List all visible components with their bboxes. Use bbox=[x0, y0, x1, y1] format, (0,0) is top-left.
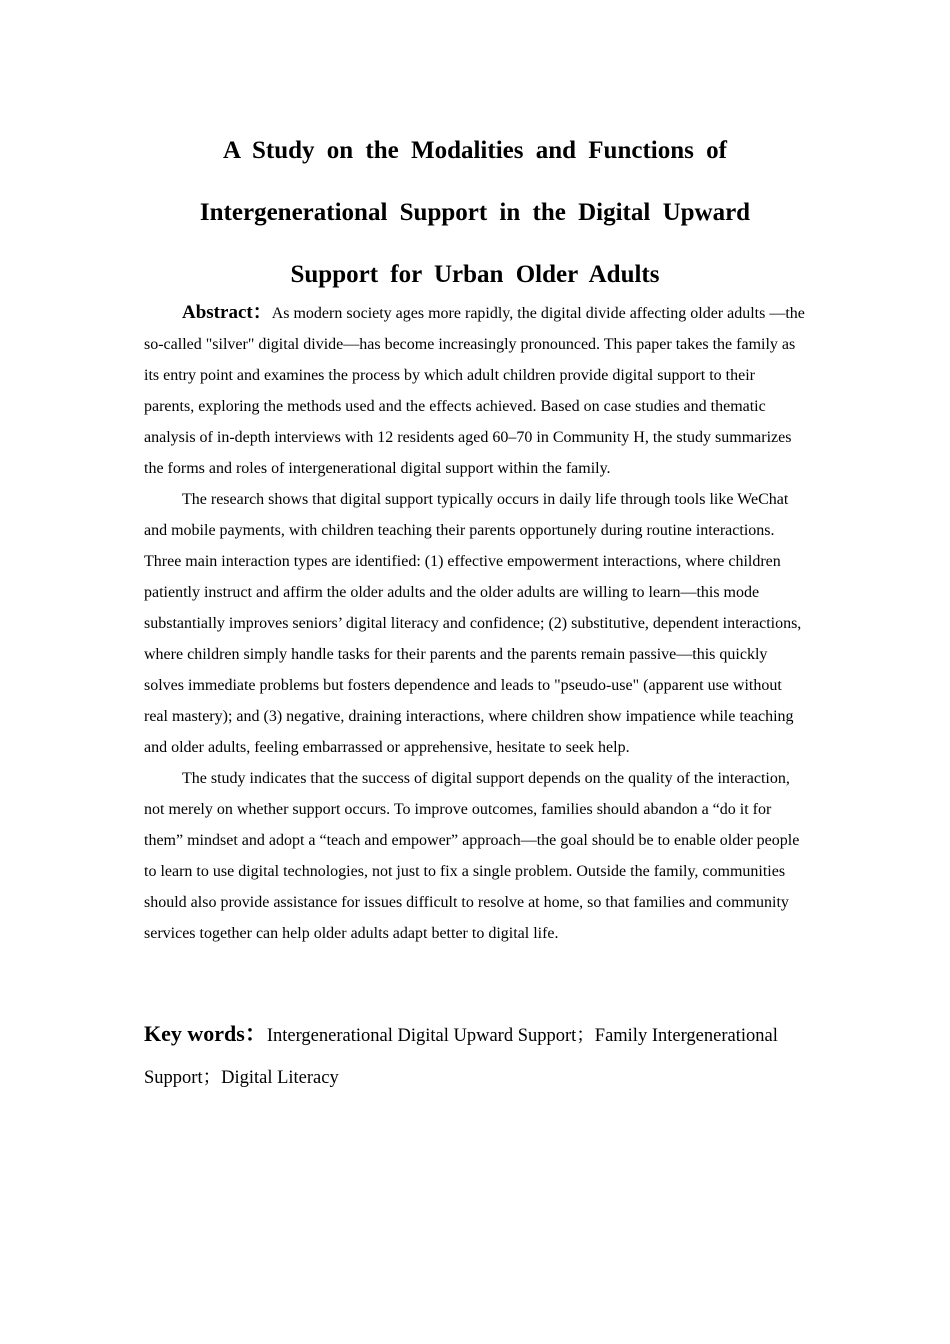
paper-title bbox=[144, 120, 806, 306]
title-line-3: Support for Urban Older Adults bbox=[290, 261, 660, 288]
abstract-paragraph-3: The study indicates that the success of digital support depends on the quality of the interaction, not merely on whether support occurs. To improve outcomes, families should abandon a “do it for them” mindset and adopt a “teach and empower” approach—the goal should be to enable older people to learn to use digital technologies, not just to fix a single problem. Outside the family, communities should also provide assistance for issues difficult to resolve at home, so that families and community services together can help older adults adapt better to digital life. bbox=[144, 770, 800, 942]
title-line-1: A Study on the Modalities and Functions of bbox=[223, 137, 727, 164]
keywords-section bbox=[144, 1013, 806, 1099]
abstract-paragraph-1 bbox=[144, 297, 806, 484]
abstract-section bbox=[144, 297, 806, 949]
abstract-paragraph-text: As modern society ages more rapidly, the digital divide affecting older adults —the so-called "silver" digital divide—has become increasingly pronounced. This paper takes the family as its entry point and examines the process by which adult children provide digital support to their parents, exploring the methods used and the effects achieved. Based on case studies and thematic analysis of in-depth interviews with 12 residents aged 60–70 in Community H, the study summarizes the forms and roles of intergenerational digital support within the family. bbox=[144, 305, 805, 477]
title-line-2: Intergenerational Support in the Digital Upward bbox=[199, 199, 751, 226]
abstract-label: Abstract： bbox=[182, 302, 272, 323]
keywords-text: Intergenerational Digital Upward Support；Family Intergenerational Support；Digital Literacy bbox=[144, 1026, 778, 1088]
keywords-label: Key words： bbox=[144, 1021, 267, 1046]
abstract-paragraph-2: The research shows that digital support typically occurs in daily life through tools like WeChat and mobile payments, with children teaching their parents opportunely during routine interactions. Three main interaction types are identified: (1) effective empowerment interactions, where children patiently instruct and affirm the older adults and the older adults are willing to learn—this mode substantially improves seniors’ digital literacy and confidence; (2) substitutive, dependent interactions, where children simply handle tasks for their parents and the parents remain passive—this quickly solves immediate problems but fosters dependence and leads to "pseudo-use" (apparent use without real mastery); and (3) negative, draining interactions, where children show impatience while teaching and older adults, feeling embarrassed or apprehensive, hesitate to seek help. bbox=[144, 491, 802, 756]
